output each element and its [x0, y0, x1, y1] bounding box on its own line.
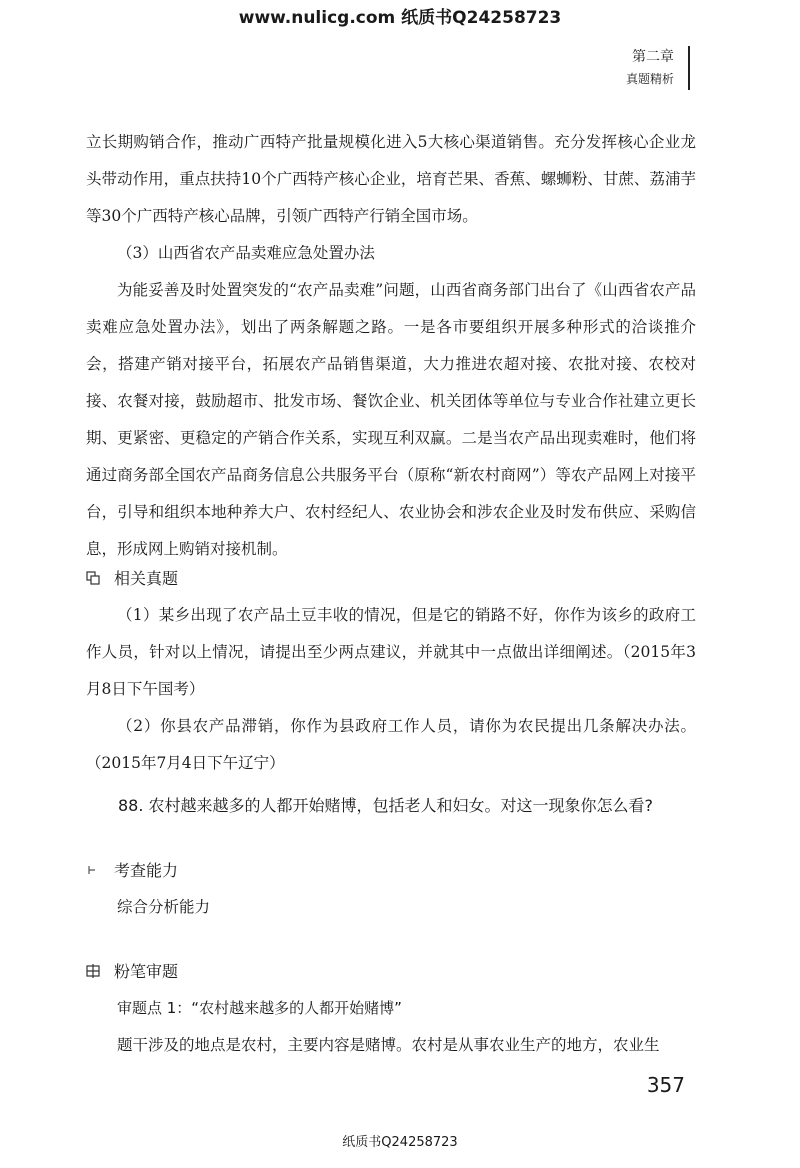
chapter-section: 真题精析 [625, 72, 674, 86]
main-text-block [86, 124, 696, 568]
review-text: 题干涉及的地点是农村，主要内容是赌博。农村是从事农业生产的地方，农业生 [117, 1036, 660, 1054]
ability-section-icon [86, 863, 100, 877]
header-divider [688, 46, 690, 90]
paragraph-shanxi: 为能妥善及时处置突发的“农产品卖难”问题，山西省商务部门出台了《山西省农产品卖难应急处置办法》，划出了两条解题之路。一是各市要组织开展多种形式的洽谈推介会，搭建产销对接平台，拓展农产品销售渠道，大力推进农超对接、农批对接、农校对接、农餐对接，鼓励超市、批发市场、餐饮企业、机关团体等单位与专业合作社建立更长期、更紧密、更稳定的产销合作关系，实现互利双赢。二是当农产品出现卖难时，他们将通过商务部全国农产品商务信息公共服务平台（原称“新农村商网”）等农产品网上对接平台，引导和组织本地种养大户、农村经纪人、农业协会和涉农企业及时发布供应、采购信息，形成网上购销对接机制。 [86, 281, 696, 558]
chapter-title: 第二章 [632, 49, 674, 65]
ability-title: 考查能力 [114, 861, 179, 880]
related-section [86, 560, 696, 782]
review-point-1: 审题点 1：“农村越来越多的人都开始赌博” [117, 999, 402, 1017]
related-heading [86, 560, 696, 597]
review-section-icon [86, 964, 100, 978]
related-section-icon [86, 571, 100, 585]
paragraph-continued: 立长期购销合作，推动广西特产批量规模化进入5大核心渠道销售。充分发挥核心企业龙头带动作用，重点扶持10个广西特产核心企业，培育芒果、香蕉、螺蛳粉、甘蔗、荔浦芋等30个广西特产核心品牌，引领广西特产行销全国市场。 [86, 133, 696, 225]
related-question-2: （2）你县农产品滞销，你作为县政府工作人员，请你为农民提出几条解决办法。（2015年7月4日下午辽宁） [86, 717, 696, 772]
question-88: 88. 农村越来越多的人都开始赌博，包括老人和妇女。对这一现象你怎么看? [118, 796, 654, 815]
subheading-shanxi: （3）山西省农产品卖难应急处置办法 [117, 244, 375, 262]
related-question-1: （1）某乡出现了农产品土豆丰收的情况，但是它的销路不好，你作为该乡的政府工作人员，针对以上情况，请提出至少两点建议，并就其中一点做出详细阐述。（2015年3月8日下午国考） [86, 606, 696, 698]
review-title: 粉笔审题 [114, 962, 179, 981]
ability-content: 综合分析能力 [117, 898, 211, 916]
related-title: 相关真题 [114, 569, 179, 588]
page-number: 357 [646, 1073, 685, 1097]
ability-section [86, 852, 696, 926]
ability-heading [86, 852, 696, 889]
watermark-top: www.nulicg.com 纸质书Q24258723 [238, 8, 562, 28]
review-heading [86, 953, 696, 990]
watermark-bottom: 纸质书Q24258723 [342, 1135, 458, 1150]
chapter-header [626, 46, 674, 90]
review-section [86, 953, 696, 1064]
